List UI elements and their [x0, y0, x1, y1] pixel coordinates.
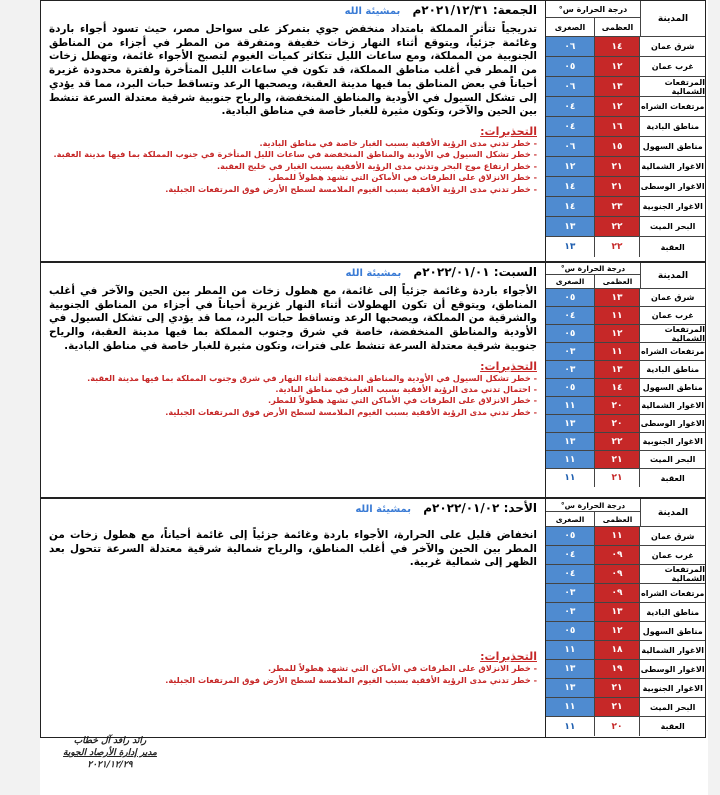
day-title	[49, 501, 537, 515]
min-temp: ١٣	[546, 679, 594, 697]
day-title	[49, 265, 537, 279]
day-blessing: بمشيئة الله	[355, 504, 412, 515]
city-name: الاغوار الوسطى	[639, 660, 705, 678]
city-name: غرب عمان	[639, 307, 705, 324]
day-section-2	[40, 262, 706, 498]
day-blessing: بمشيئة الله	[345, 268, 402, 279]
city-name: الاغوار الشمالية	[639, 157, 705, 176]
min-temp: ٠٥	[546, 379, 594, 396]
min-temp: ٠٤	[546, 307, 594, 324]
day-date: ٢٠٢١/١٢/٣١م	[412, 3, 489, 17]
table-row	[546, 57, 705, 77]
min-temp: ١٣	[546, 217, 594, 236]
table-row	[546, 197, 705, 217]
warning-item: - احتمال تدني مدى الرؤية الأفقية بسبب الغبار في مناطق البادية.	[275, 383, 537, 394]
table-row	[546, 603, 705, 622]
max-temp: ١٨	[594, 641, 640, 659]
temperature-table	[545, 263, 705, 497]
city-name: الاغوار الشمالية	[639, 641, 705, 659]
city-name: العقبة	[639, 717, 705, 736]
max-temp: ٢٣	[594, 197, 640, 216]
warning-item: - خطر تدني مدى الرؤية الأفقية بسبب الغيوم الملامسة لسطح الأرض فوق المرتفعات الجبلية.	[165, 183, 537, 194]
warning-item: - خطر ارتفاع موج البحر وتدني مدى الرؤية الأفقية بسبب الغبار في خليج العقبة.	[216, 160, 537, 171]
city-name: مرتفعات الشراه	[639, 97, 705, 116]
max-temp: ٢٢	[594, 217, 640, 236]
city-name: مرتفعات الشراه	[639, 584, 705, 602]
table-header-min: الصغرى	[546, 275, 594, 288]
table-row	[546, 289, 705, 307]
table-header-temp: درجة الحرارة س°	[546, 499, 640, 512]
forecast-text: الأجواء باردة وغائمة جزئياً إلى غائمة، مع هطول زخات من المطر بين الحين والآخر في أغلب المناطق، ويتوقع أن تكون الهطولات أثناء النهار غزيرة أحياناً في أجزاء من المناطق الجنوبية والشرقية من المملكة، ويصحبها الرعد وتساقط حبات البرد، مما قد يؤدي إلى تشكل السيول في الأودية والمناطق المنخفضة، خاصة في شرق وجنوب المملكة بما فيها مدينة العقبة، والرياح جنوبية شرقية معتدلة السرعة تنشط على فترات، وتكون مثيرة للغبار خاصة في مناطق البادية.	[49, 285, 537, 352]
max-temp: ٢١	[594, 679, 640, 697]
max-temp: ١٢	[594, 57, 640, 76]
table-row	[546, 77, 705, 97]
max-temp: ١٥	[594, 137, 640, 156]
city-name: شرق عمان	[639, 37, 705, 56]
table-header-min: الصغرى	[546, 512, 594, 526]
table-row	[546, 157, 705, 177]
min-temp: ٠٥	[546, 622, 594, 640]
table-row	[546, 546, 705, 565]
min-temp: ٠٤	[546, 565, 594, 583]
city-name: الاغوار الشمالية	[639, 397, 705, 414]
day-date: ٢٠٢٢/٠١/٠١م	[413, 265, 490, 279]
max-temp: ٠٩	[594, 565, 640, 583]
city-name: العقبة	[639, 469, 705, 487]
day-label: الجمعة:	[492, 3, 537, 17]
max-temp: ٢٢	[594, 433, 640, 450]
max-temp: ٢١	[594, 698, 640, 716]
max-temp: ١١	[594, 527, 640, 545]
city-name: مرتفعات الشراه	[639, 343, 705, 360]
max-temp: ١٣	[594, 603, 640, 621]
min-temp: ١١	[546, 717, 594, 736]
min-temp: ١١	[546, 469, 594, 487]
table-row	[546, 717, 705, 736]
table-row	[546, 325, 705, 343]
table-row	[546, 415, 705, 433]
city-name: الاغوار الجنوبية	[639, 679, 705, 697]
min-temp: ١١	[546, 397, 594, 414]
table-row	[546, 641, 705, 660]
signature-name: رائد رافد آل خطاب	[73, 736, 147, 746]
city-name: البحر الميت	[639, 217, 705, 236]
table-row	[546, 679, 705, 698]
table-row	[546, 117, 705, 137]
table-header-min: الصغرى	[546, 18, 594, 36]
temperature-table	[545, 499, 705, 737]
warning-item: - خطر تشكل السيول في الأودية والمناطق المنخفضة أثناء النهار في شرق وجنوب المملكة بما فيها مدينة العقبة.	[87, 372, 537, 383]
max-temp: ١٤	[594, 379, 640, 396]
city-name: مناطق السهول	[639, 379, 705, 396]
city-name: الاغوار الوسطى	[639, 415, 705, 432]
city-name: الاغوار الجنوبية	[639, 197, 705, 216]
warning-item: - خطر الانزلاق على الطرقات في الأماكن التي تشهد هطولاً للمطر.	[267, 663, 537, 674]
max-temp: ١٦	[594, 117, 640, 136]
table-row	[546, 237, 705, 257]
max-temp: ٢١	[594, 157, 640, 176]
warning-item: - خطر الانزلاق على الطرقات في الأماكن التي تشهد هطولاً للمطر.	[267, 395, 537, 406]
table-header-city: المدينة	[640, 499, 705, 526]
day-label: الأحد:	[503, 501, 537, 515]
table-row	[546, 97, 705, 117]
max-temp: ٠٩	[594, 584, 640, 602]
min-temp: ١١	[546, 698, 594, 716]
min-temp: ٠٦	[546, 137, 594, 156]
city-name: شرق عمان	[639, 527, 705, 545]
temperature-table	[545, 1, 705, 261]
table-row	[546, 451, 705, 469]
min-temp: ٠٣	[546, 361, 594, 378]
signature-block	[50, 735, 170, 771]
max-temp: ٢٢	[594, 237, 640, 257]
table-header-max: العظمى	[594, 512, 640, 526]
table-row	[546, 397, 705, 415]
min-temp: ١٢	[546, 157, 594, 176]
max-temp: ٢٠	[594, 717, 640, 736]
warning-item: - خطر تشكل السيول في الأودية والمناطق المنخفضة في ساعات الليل المتأخرة في جنوب المملكة بما فيها مدينة العقبة.	[53, 149, 537, 160]
day-label: السبت:	[493, 265, 537, 279]
max-temp: ١٩	[594, 660, 640, 678]
min-temp: ١١	[546, 451, 594, 468]
max-temp: ١١	[594, 307, 640, 324]
table-header-city: المدينة	[640, 263, 705, 288]
min-temp: ٠٥	[546, 289, 594, 306]
city-name: الاغوار الوسطى	[639, 177, 705, 196]
warnings-list	[49, 138, 537, 195]
min-temp: ٠٤	[546, 546, 594, 564]
max-temp: ١٢	[594, 97, 640, 116]
min-temp: ١٣	[546, 237, 594, 257]
signature-date: ٢٠٢١/١٢/٢٩	[87, 760, 133, 770]
table-header-temp: درجة الحرارة س°	[546, 263, 640, 275]
table-header-city: المدينة	[640, 1, 705, 36]
max-temp: ٢١	[594, 177, 640, 196]
min-temp: ٠٣	[546, 603, 594, 621]
max-temp: ٢٠	[594, 397, 640, 414]
table-row	[546, 137, 705, 157]
city-name: مناطق البادية	[639, 117, 705, 136]
max-temp: ٢١	[594, 451, 640, 468]
city-name: مناطق البادية	[639, 361, 705, 378]
min-temp: ١٤	[546, 197, 594, 216]
min-temp: ١٣	[546, 660, 594, 678]
table-row	[546, 37, 705, 57]
table-row	[546, 698, 705, 717]
max-temp: ١٣	[594, 77, 640, 96]
forecast-content	[41, 499, 545, 737]
min-temp: ٠٤	[546, 117, 594, 136]
table-row	[546, 433, 705, 451]
warning-item: - خطر الانزلاق على الطرقات في الأماكن التي تشهد هطولاً للمطر.	[267, 172, 537, 183]
warning-item: - خطر تدني مدى الرؤية الأفقية بسبب الغبار خاصة في مناطق البادية.	[259, 137, 537, 148]
city-name: المرتفعات الشمالية	[639, 325, 705, 342]
warning-item: - خطر تدني مدى الرؤية الأفقية بسبب الغيوم الملامسة لسطح الأرض فوق المرتفعات الجبلية.	[165, 406, 537, 417]
min-temp: ٠٥	[546, 325, 594, 342]
table-header-temp: درجة الحرارة س°	[546, 1, 640, 18]
min-temp: ٠٤	[546, 97, 594, 116]
max-temp: ١٤	[594, 37, 640, 56]
table-row	[546, 361, 705, 379]
table-row	[546, 660, 705, 679]
warnings-list	[49, 373, 537, 419]
city-name: الاغوار الجنوبية	[639, 433, 705, 450]
city-name: شرق عمان	[639, 289, 705, 306]
table-row	[546, 177, 705, 197]
forecast-content	[41, 1, 545, 261]
max-temp: ١٣	[594, 289, 640, 306]
warnings-title: التحذيرات:	[480, 359, 537, 373]
table-row	[546, 379, 705, 397]
warnings-title: التحذيرات:	[480, 124, 537, 138]
warnings-list	[49, 663, 537, 686]
min-temp: ٠٥	[546, 57, 594, 76]
max-temp: ١١	[594, 343, 640, 360]
table-row	[546, 469, 705, 487]
city-name: المرتفعات الشمالية	[639, 565, 705, 583]
city-name: مناطق البادية	[639, 603, 705, 621]
city-name: العقبة	[639, 237, 705, 257]
max-temp: ١٢	[594, 325, 640, 342]
city-name: غرب عمان	[639, 546, 705, 564]
table-header-max: العظمى	[594, 18, 640, 36]
max-temp: ١٣	[594, 361, 640, 378]
min-temp: ١٣	[546, 415, 594, 432]
max-temp: ٢٠	[594, 415, 640, 432]
min-temp: ١١	[546, 641, 594, 659]
warning-item: - خطر تدني مدى الرؤية الأفقية بسبب الغيوم الملامسة لسطح الأرض فوق المرتفعات الجبلية.	[165, 674, 537, 685]
city-name: البحر الميت	[639, 451, 705, 468]
min-temp: ١٣	[546, 433, 594, 450]
day-blessing: بمشيئة الله	[344, 6, 401, 17]
min-temp: ٠٣	[546, 584, 594, 602]
forecast-page	[40, 0, 708, 795]
city-name: غرب عمان	[639, 57, 705, 76]
city-name: المرتفعات الشمالية	[639, 77, 705, 96]
min-temp: ٠٦	[546, 37, 594, 56]
min-temp: ٠٦	[546, 77, 594, 96]
day-date: ٢٠٢٢/٠١/٠٢م	[423, 501, 500, 515]
min-temp: ٠٣	[546, 343, 594, 360]
city-name: البحر الميت	[639, 698, 705, 716]
table-row	[546, 343, 705, 361]
max-temp: ١٢	[594, 622, 640, 640]
day-section-1	[40, 0, 706, 262]
city-name: مناطق السهول	[639, 622, 705, 640]
table-row	[546, 217, 705, 237]
min-temp: ٠٥	[546, 527, 594, 545]
max-temp: ٠٩	[594, 546, 640, 564]
table-row	[546, 622, 705, 641]
forecast-content	[41, 263, 545, 497]
forecast-text: انخفاض قليل على الحرارة، الأجواء باردة وغائمة جزئياً إلى غائمة أحياناً، مع هطول زخات من المطر بين الحين والآخر في أغلب المناطق، والرياح شمالية شرقية معتدلة السرعة تتحول بعد الظهر إلى شمالية غربية.	[49, 529, 537, 569]
day-section-3	[40, 498, 706, 738]
forecast-text: تدريجياً تتأثر المملكة بامتداد منخفض جوي بتمركز على سواحل مصر، حيث تسود أجواء باردة وغائمة جزئياً، ويتوقع أثناء النهار زخات خفيفة ومتفرقة من المطر في أجزاء من المناطق الجنوبية من المملكة، ومع ساعات الليل تتكاثر كميات الغيوم لتصبح الأجواء غائمة، وتهطل زخات من المطر في أغلب مناطق المملكة، قد تكون في ساعات الليل المتأخرة ولفترة محدودة غزيرة أحياناً في بعض المناطق بما فيها مدينة العقبة، ويصحبها الرعد وتساقط حبات البرد، مما قد يؤدي إلى تشكل السيول في الأودية والمناطق المنخفضة، والرياح جنوبية شرقية معتدلة السرعة تنشط بين الحين والآخر، وتكون مثيرة للغبار خاصة في مناطق البادية.	[49, 23, 537, 118]
signature-role: مدير إدارة الأرصاد الجوية	[63, 748, 157, 758]
city-name: مناطق السهول	[639, 137, 705, 156]
min-temp: ١٤	[546, 177, 594, 196]
warnings-title: التحذيرات:	[480, 650, 537, 664]
table-header-max: العظمى	[594, 275, 640, 288]
table-row	[546, 527, 705, 546]
table-row	[546, 584, 705, 603]
table-row	[546, 307, 705, 325]
max-temp: ٢١	[594, 469, 640, 487]
table-row	[546, 565, 705, 584]
day-title	[49, 3, 537, 17]
